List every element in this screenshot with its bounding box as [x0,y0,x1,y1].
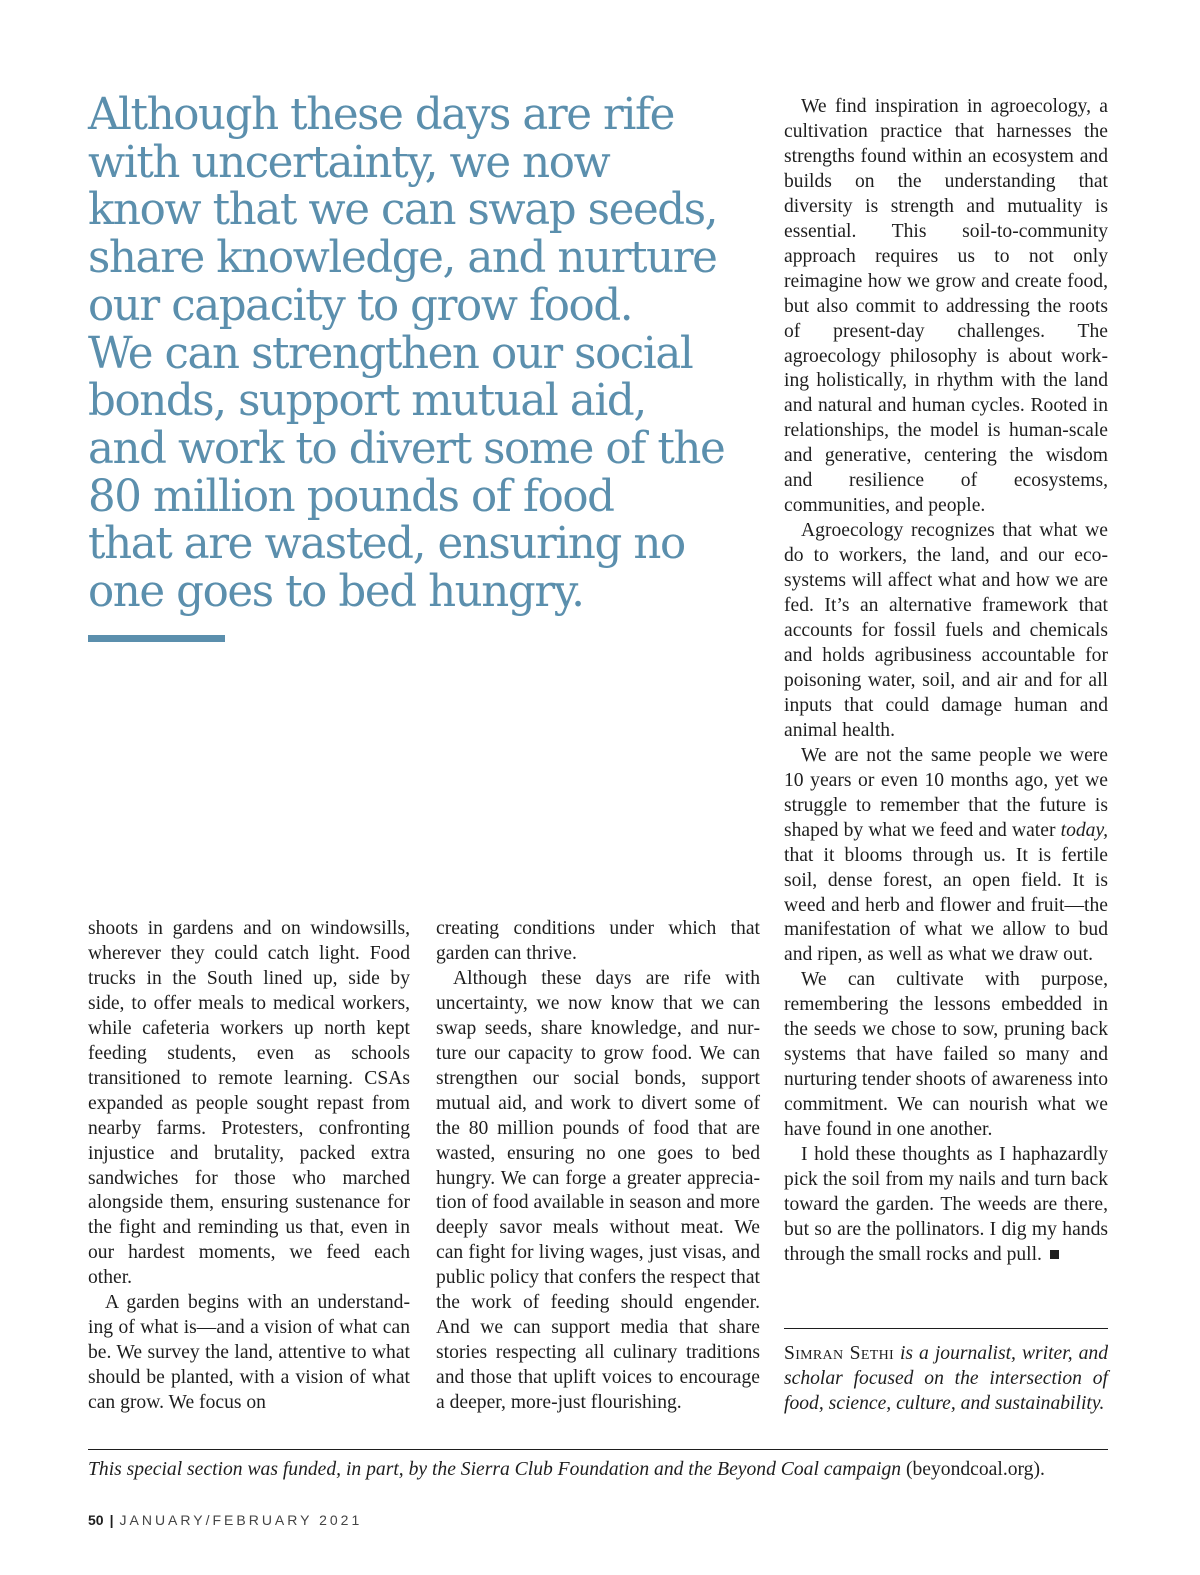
author-bio-text: is a journalist, writer, and scholar focused on the intersection of food, science, culture, and sustainability. [784,1343,1108,1414]
pull-quote-rule [88,635,225,642]
author-name: Simran Sethi [784,1343,894,1364]
issue-date: JANUARY/FEBRUARY 2021 [119,1512,363,1528]
funding-note-italic: This special section was funded, in part, by the Sierra Club Foundation and the Beyond Coal campaign [88,1459,902,1480]
folio-separator: | [109,1512,114,1528]
paragraph: shoots in gardens and on windowsills, wherever they could catch light. Food trucks in the South lined up, side by side, to offer meals to medical workers, while cafeteria workers up north kept feeding students, even as schools transitioned to remote learning. CSAs expanded as people sought repast from nearby farms. Protesters, confronting injustice and brutality, packed extra sandwiches for those who marched alongside them, ensuring sustenance for the fight and reminding us that, even in our hardest moments, we feed each other. [88,918,410,1289]
body-column-3 [784,95,1108,1268]
end-mark-icon [1050,1250,1059,1259]
paragraph-text: that it blooms through us. It is fertile soil, dense forest, an open field. It is weed and herb and flower and fruit—the manifestation of what we allow to bud and ripen, as well as what we draw out. [784,844,1108,966]
paragraph [784,744,1108,969]
pull-quote [88,92,728,617]
pull-quote-line: Although these days are rife [88,90,675,140]
folio [88,1511,362,1529]
paragraph-text: We are not the same people we were 10 years or even 10 months ago, yet we struggle to remember that the future is shaped by what we feed and water [784,744,1108,841]
funding-note [88,1457,1108,1483]
paragraph: Agroecology recognizes that what we do to workers, the land, and our ecosystems will affect what and how we are fed. It’s an alternative framework that accounts for fossil fuels and chemicals and holds agribusiness accountable for poisoning water, soil, and air and for all inputs that could damage human and animal health. [784,520,1108,741]
paragraph: creating conditions under which that garden can thrive. [436,918,760,964]
paragraph: A garden begins with an understanding of what is—and a vision of what can be. We survey the land, attentive to what should be planted, with a vision of what can grow. We focus on [88,1292,410,1414]
paragraph: Although these days are rife with uncertainty, we now know that we can swap seeds, share knowledge, and nurture our capacity to grow food. We can strengthen our social bonds, support mutual aid, and work to divert some of the 80 million pounds of food that are wasted, ensuring no one goes to bed hungry. We can forge a greater appreciation of food available in season and more deeply savor meals without meat. We can fight for living wages, just visas, and public policy that confers the respect that the work of feeding should engender. And we can support media that share stories respecting all culinary traditions and those that uplift voices to encourage a deeper, more-just flourishing. [436,967,760,1414]
body-column-2 [436,917,760,1416]
paragraph-final [784,1143,1108,1268]
funding-note-link: (beyondcoal.org). [901,1459,1045,1480]
pull-quote-line: with uncertainty, we now [88,137,610,188]
footer-rule [88,1449,1108,1450]
paragraph: We find inspiration in agroecology, a cultivation practice that harnesses the strengths found within an ecosystem and builds on the understanding that diversity is strength and mutuality is essential. This soil-to-community approach requires us to not only reimagine how we grow and create food, but also commit to addressing the roots of present-day challenges. The agroecology philosophy is about working holistically, in rhythm with the land and natural and human cycles. Rooted in relationships, the model is human-scale and generative, centering the wisdom and resilience of ecosystems, communities, and people. [784,96,1108,517]
pull-quote-line: 80 million pounds of food [88,471,614,522]
emphasis-today: today, [1060,819,1108,841]
pull-quote-line: know that we can swap seeds, [88,185,718,236]
paragraph-text: I hold these thoughts as I haphazardly pick the soil from my nails and turn back toward the garden. The weeds are there, but so are the pollinators. I dig my hands through the small rocks and pull. [784,1144,1108,1265]
pull-quote-line: our capacity to grow food. [88,280,633,331]
bio-rule [784,1328,1108,1329]
pull-quote-line: We can strengthen our social [88,328,693,379]
author-bio [784,1341,1108,1416]
page-number: 50 [88,1512,104,1528]
body-column-1 [88,917,410,1416]
pull-quote-line: that are wasted, ensuring no [88,519,685,570]
paragraph: We can cultivate with purpose, remembering the lessons embedded in the seeds we chose to sow, pruning back systems that have failed so many and nurturing tender shoots of awareness into commitment. We can nourish what we have found in one another. [784,969,1108,1141]
pull-quote-line: share knowledge, and nurture [88,233,717,284]
pull-quote-line: and work to divert some of the [88,423,725,474]
pull-quote-line: one goes to bed hungry. [88,567,584,618]
pull-quote-line: bonds, support mutual aid, [88,376,646,427]
